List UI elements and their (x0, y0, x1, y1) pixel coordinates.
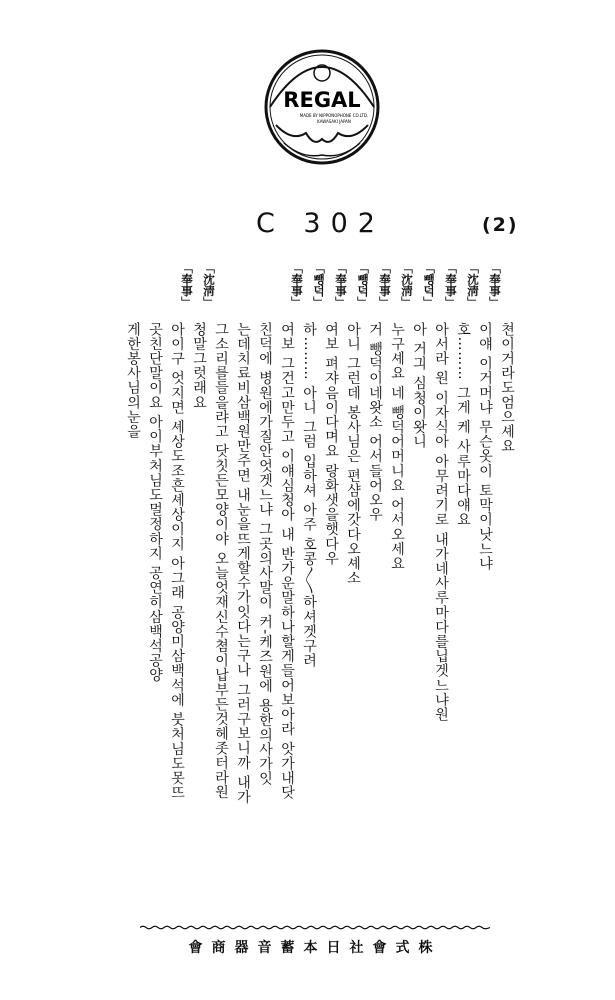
line-text: 누구셰요 네 뺑덕어머니요 어서오세요 (389, 322, 405, 571)
line-text: 곳친단말이요 아이부처님도멀정하지 공연히삼백석공양 (147, 322, 163, 683)
line-text: 쳔이거라도엄으셰요 (499, 322, 515, 454)
speaker-label: 「奉事」 (334, 262, 348, 308)
speaker-label: 「奉事」 (180, 262, 194, 308)
speaker-label: 「沈淸」 (466, 262, 480, 308)
speaker-label: 「뺑덕」 (422, 262, 436, 308)
line-text: 여보 그건고만두고 이얘심청아 내 반가운말하나할게들어보아라 앗가내닷 (279, 322, 295, 800)
regal-logo (262, 47, 382, 167)
line-text: 친덕에 병원에가질안엇겟느냐 그곳의사말이 커-케즈원에 용한의사가잇 (257, 322, 273, 786)
line-text: 호……… 그게 케 사루마다얘요 (455, 322, 471, 527)
line-text: 이얘 이거머냐 무슨옷이 토막이낫느냐 (477, 322, 493, 571)
line-text: 여보 펴쟈음이다며요 랑화샛을햇다우 (323, 322, 339, 566)
speaker-label: 「沈淸」 (202, 262, 216, 308)
speaker-label: 「奉事」 (488, 262, 502, 308)
speaker-label: 「뺑덕」 (312, 262, 326, 308)
logo-brand: REGAL (283, 88, 361, 112)
speaker-label: 「奉事」 (444, 262, 458, 308)
catalog-number: C 302 (256, 208, 385, 239)
line-text: 아이구 엇지면 셰상도조흔셰상이지 아그래 공양미삼백석에 붓처님도못뜨 (169, 322, 185, 800)
publisher-footer: 會商器音蓄本日社會式株 (188, 940, 442, 956)
speaker-label: 「奉事」 (290, 262, 304, 308)
line-text: 는데치료비삼백원만주면 내눈을뜨게할수가잇다는구나 그러구보니까 내가 (235, 322, 251, 805)
line-text: 청말그럿래요 (191, 322, 207, 410)
regal-record-label-icon (262, 47, 382, 167)
line-text: 하……… 아니 그럼 입하셔 아주 호콩〳〵하셔겟구려 (301, 322, 317, 668)
script-line (126, 262, 154, 912)
speaker-label: 「沈淸」 (400, 262, 414, 308)
script-text (0, 262, 615, 912)
line-text: 아니 그런데 봉사님은 편샴에갓다오셰소 (345, 322, 361, 586)
page-number: (2) (482, 214, 519, 236)
line-text: 아 거긔 심청이왓니 (411, 322, 427, 449)
footer-divider (140, 925, 490, 930)
page-header (0, 208, 615, 248)
line-text: 아서라 원 이자식아 아무려기로 내가네사루마다를닙겟느냐원 (433, 322, 449, 722)
speaker-label: 「奉事」 (378, 262, 392, 308)
logo-small-text-2: KAWASAKI JAPAN (317, 119, 351, 124)
speaker-label: 「뺑덕」 (356, 262, 370, 308)
line-text: 게한봉사님의눈을 (125, 322, 141, 439)
logo-small-text-1: MADE BY NIPPONOPHONE CO.LTD. (299, 113, 369, 118)
line-text: 그소리를들을랴고 닷칫든모양이야 오늘엇재신수쳠이납부든것헤좃터라원 (213, 322, 229, 800)
line-text: 거 뺑덕이네왓소 어서들어오우 (367, 322, 383, 522)
